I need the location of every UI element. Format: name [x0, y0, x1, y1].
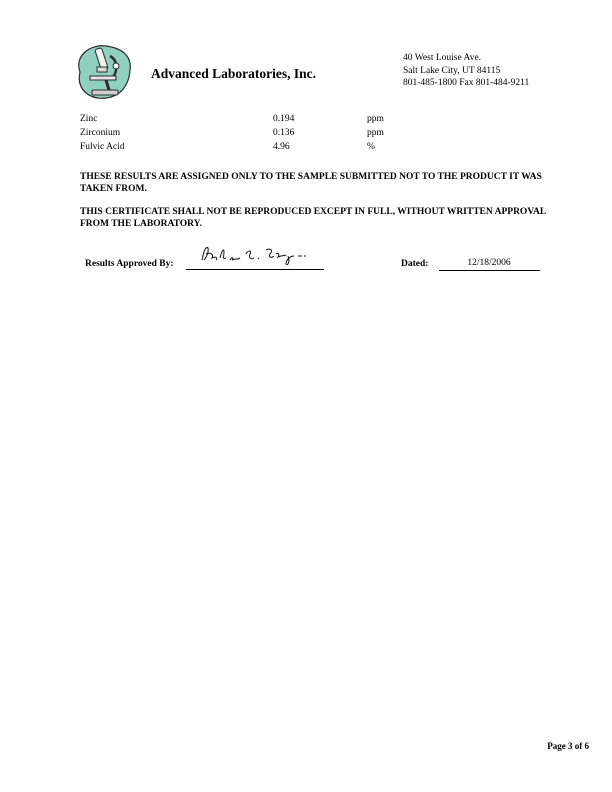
signature-line — [186, 269, 324, 270]
microscope-logo-icon — [72, 42, 134, 100]
result-row — [80, 128, 400, 142]
analyte-value: 0.136 — [273, 128, 295, 138]
address-phone-fax: 801-485-1800 Fax 801-484-9211 — [403, 78, 530, 88]
analyte-unit: ppm — [367, 128, 384, 138]
date-line — [439, 270, 540, 271]
signature-icon — [200, 240, 308, 266]
address-street: 40 West Louise Ave. — [403, 53, 482, 63]
analyte-name: Fulvic Acid — [80, 142, 125, 152]
dated-label: Dated: — [401, 259, 429, 269]
analyte-unit: % — [367, 142, 375, 152]
analyte-name: Zirconium — [80, 128, 121, 138]
approval-date: 12/18/2006 — [467, 258, 511, 268]
results-table — [80, 114, 400, 156]
address-city: Salt Lake City, UT 84115 — [403, 65, 501, 76]
analyte-value: 4.96 — [273, 142, 290, 152]
result-row — [80, 142, 400, 156]
results-approved-by-label: Results Approved By: — [85, 259, 174, 269]
company-address — [403, 52, 529, 90]
reproduction-notice: THIS CERTIFICATE SHALL NOT BE REPRODUCED EXCEPT IN FULL, WITHOUT WRITTEN APPROVAL FROM THE LABORATORY. — [80, 207, 546, 229]
company-name: Advanced Laboratories, Inc. — [151, 66, 316, 81]
analyte-value: 0.194 — [273, 114, 295, 124]
sample-notice: THESE RESULTS ARE ASSIGNED ONLY TO THE SAMPLE SUBMITTED NOT TO THE PRODUCT IT WAS TAKEN FROM. — [80, 172, 542, 194]
analyte-name: Zinc — [80, 114, 98, 124]
result-row — [80, 114, 400, 128]
analyte-unit: ppm — [367, 114, 384, 124]
page-number: Page 3 of 6 — [547, 741, 589, 751]
